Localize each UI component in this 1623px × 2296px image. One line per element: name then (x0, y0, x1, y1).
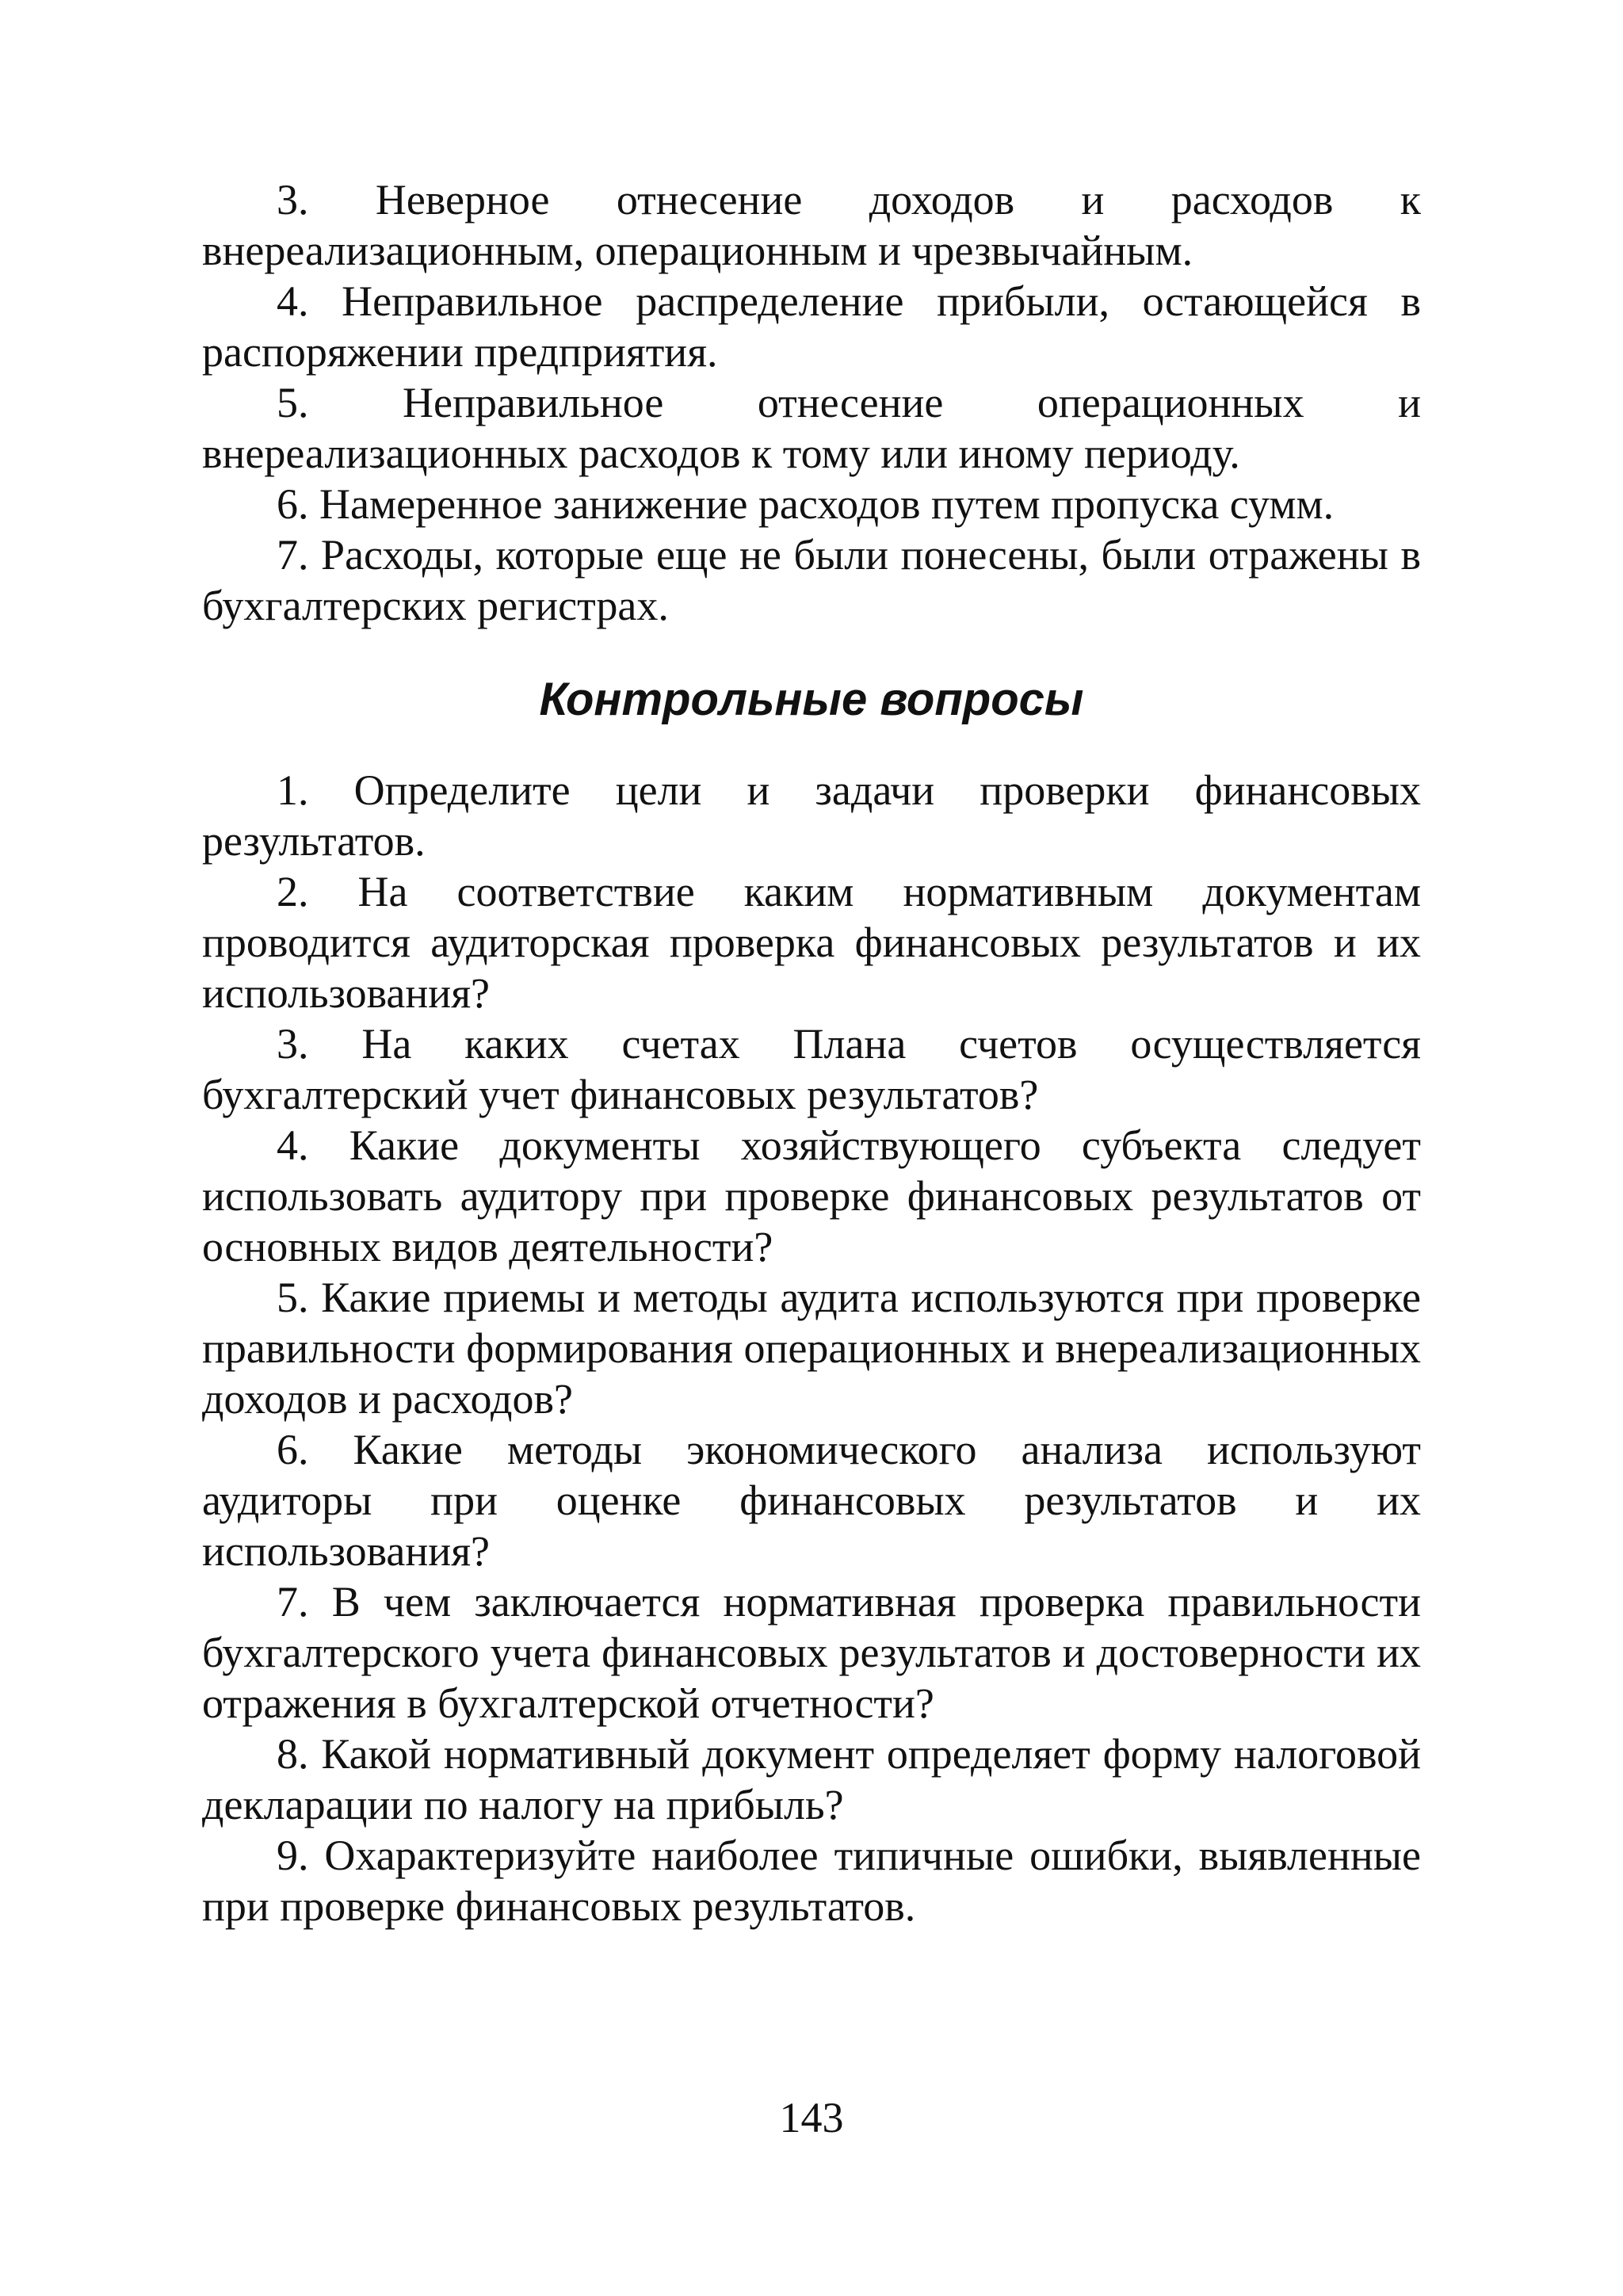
question-item: 6. Какие методы экономического анализа используют аудиторы при оценке финансовых результатов и их использования? (202, 1426, 1421, 1575)
question-item: 4. Какие документы хозяйствующего субъекта следует использовать аудитору при проверке финансовых результатов от основных видов деятельности? (202, 1121, 1421, 1270)
error-item: 6. Намеренное занижение расходов путем пропуска сумм. (277, 480, 1335, 528)
question-item: 8. Какой нормативный документ определяет форму налоговой декларации по налогу на прибыль? (202, 1730, 1421, 1828)
typical-errors-list (202, 174, 1421, 631)
question-item: 2. На соответствие каким нормативным документам проводится аудиторская проверка финансовых результатов и их использования? (202, 868, 1421, 1017)
error-item: 5. Неправильное отнесение операционных и внереализационных расходов к тому или иному периоду. (202, 379, 1421, 477)
control-questions-list (202, 765, 1421, 1931)
error-item: 7. Расходы, которые еще не были понесены, были отражены в бухгалтерских регистрах. (202, 531, 1421, 629)
error-item: 3. Неверное отнесение доходов и расходов к внереализационным, операционным и чрезвычайным. (202, 176, 1421, 274)
question-item: 3. На каких счетах Плана счетов осуществляется бухгалтерский учет финансовых результатов? (202, 1020, 1421, 1118)
error-item: 4. Неправильное распределение прибыли, остающейся в распоряжении предприятия. (202, 277, 1421, 376)
question-item: 9. Охарактеризуйте наиболее типичные ошибки, выявленные при проверке финансовых результатов. (202, 1832, 1421, 1930)
page-number: 143 (779, 2094, 844, 2141)
question-item: 1. Определите цели и задачи проверки финансовых результатов. (202, 766, 1421, 865)
question-item: 7. В чем заключается нормативная проверка правильности бухгалтерского учета финансовых результатов и достоверности их отражения в бухгалтерской отчетности? (202, 1578, 1421, 1727)
question-item: 5. Какие приемы и методы аудита используются при проверке правильности формирования операционных и внереализационных доходов и расходов? (202, 1274, 1421, 1423)
section-heading: Контрольные вопросы (539, 674, 1084, 725)
